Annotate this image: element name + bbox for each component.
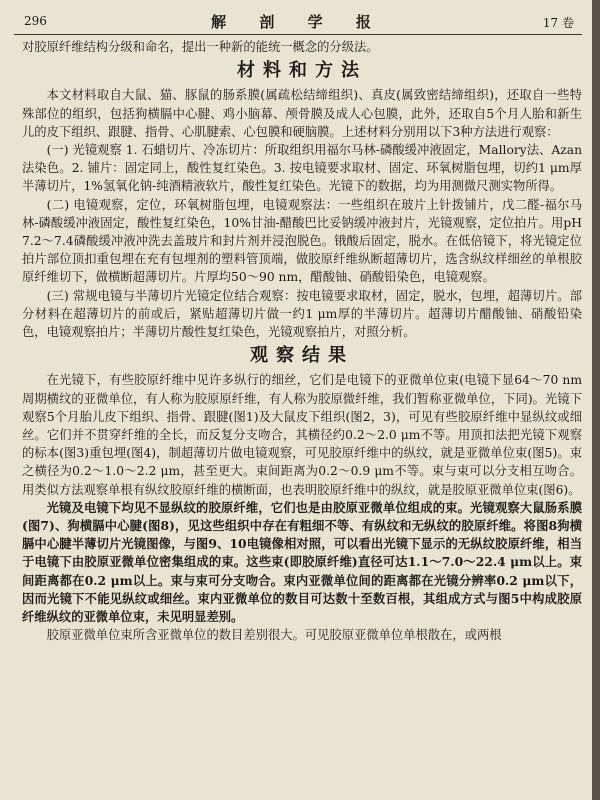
methods-heading: 材料和方法 (237, 60, 367, 82)
results-paragraph-2: 光镜及电镜下均见不显纵纹的胶原纤维，它们也是由胶原亚微单位组成的束。光镜观察大鼠肠系膜(图7)、狗横膈中心腱(图8)，见这些组织中存在有粗细不等、有纵纹和无纵纹的胶原纤维。将图8狗横膈中心腱半薄切片光镜图像，与图9、10电镜像相对照，可以看出光镜下显示的无纵纹胶原纤维，相当于电镜下由胶原亚微单位密集组成的束。这些束(即胶原纤维)直径可达1.1～7.0～22.4 μm以上。束间距离都在0.2 μm以上。束与束可分支吻合。束内亚微单位间的距离都在光镜分辨率0.2 μm以下，因而光镜下不能见纵纹或细丝。束内亚微单位的数目可达数十至数百根，其组成方式与图5中构成胶原纤维纵纹的亚微单位束，未见明显差别。 (22, 499, 582, 625)
intro-tail-paragraph: 对胶原纤维结构分级和命名，提出一种新的能统一概念的分级法。 (22, 40, 379, 54)
article-body (22, 38, 582, 645)
page-header (14, 8, 582, 35)
results-heading: 观察结果 (250, 345, 354, 367)
methods-paragraph-2: (一) 光镜观察 1. 石蜡切片、冷冻切片：所取组织用福尔马林-磷酸缓冲液固定，Mallory法、Azan法染色。2. 铺片：固定同上，酸性复红染色。3. 按电镜要求取材、固定、环氧树脂包埋，切约1 μm厚半薄切片，1%氢氧化钠-纯酒精液软片，酸性复红染色。光镜下的数据，均为用测微尺测实物所得。 (22, 143, 582, 194)
journal-title: 解 剖 学 报 (211, 13, 385, 31)
page-number: 296 (24, 14, 47, 28)
methods-paragraph-4: (三) 常规电镜与半薄切片光镜定位结合观察：按电镜要求取材，固定，脱水，包埋，超薄切片。部分材料在超薄切片的前或后，紧贴超薄切片做一约1 μm厚的半薄切片。超薄切片醋酸铀、硝酸铅染色，电镜观察拍片；半薄切片酸性复红染色，光镜观察拍片，对照分析。 (22, 288, 582, 340)
results-paragraph-1: 在光镜下，有些胶原纤维中见许多纵行的细丝，它们是电镜下的亚微单位束(电镜下显64～70 nm周期横纹的亚微单位，有人称为胶原原纤维，有人称为胶原微纤维，我们暂称亚微单位，下同)。光镜下观察5个月胎儿皮下组织、指骨、跟腱(图1)及大鼠皮下组织(图2，3)，可见有些胶原纤维中显纵纹或细丝。它们并不贯穿纤维的全长，而反复分支吻合，其横径约0.2～2.0 μm不等。用顶扣法把光镜下观察的标本(图3)重包埋(图4)，制超薄切片做电镜观察，可见胶原纤维中的纵纹，就是亚微单位束(图5)。束之横径为0.2～1.0～2.2 μm，甚至更大。束间距离为0.2～0.9 μm不等。束与束可以分支相互吻合。用类似方法观察单根有纵纹胶原纤维的横断面，也表明胶原纤维中的纵纹，就是胶原亚微单位束(图6)。 (22, 373, 582, 497)
methods-paragraph-1: 本文材料取自大鼠、猫、豚鼠的肠系膜(属疏松结缔组织)、真皮(属致密结缔组织)，还取自一些特殊部位的组织，包括狗横膈中心腱、鸡小脑幕、颅骨膜及成人心包膜，此外，还取自5个月人胎和新生儿的皮下组织、跟腱、指骨、心肌腱索、心包膜和硬脑膜。上述材料分别用以下3种方法进行观察： (22, 88, 582, 139)
volume-label: 17 卷 (542, 16, 574, 30)
methods-paragraph-3: (二) 电镜观察，定位，环氧树脂包埋，电镜观察法：一些组织在玻片上针拨铺片，戊二醛-福尔马林-磷酸缓冲液固定，酸性复红染色，10%甘油-醋酸巴比妥钠缓冲液封片，光镜观察，定位拍片。用pH 7.2～7.4磷酸缓冲液冲洗去盖玻片和封片剂并浸泡脱色。锇酸后固定，脱水。在低倍镜下，将光镜定位拍片部位顶扣重包埋在充有包埋剂的塑料管顶端，做胶原纤维纵断超薄切片，选含纵纹样细丝的单根胶原纤维切下，做横断超薄切片。片厚均50～90 nm，醋酸铀、硝酸铅染色，电镜观察。 (22, 197, 582, 285)
results-paragraph-3: 胶原亚微单位束所含亚微单位的数目差别很大。可见胶原亚微单位单根散在，或两根 (46, 628, 502, 643)
